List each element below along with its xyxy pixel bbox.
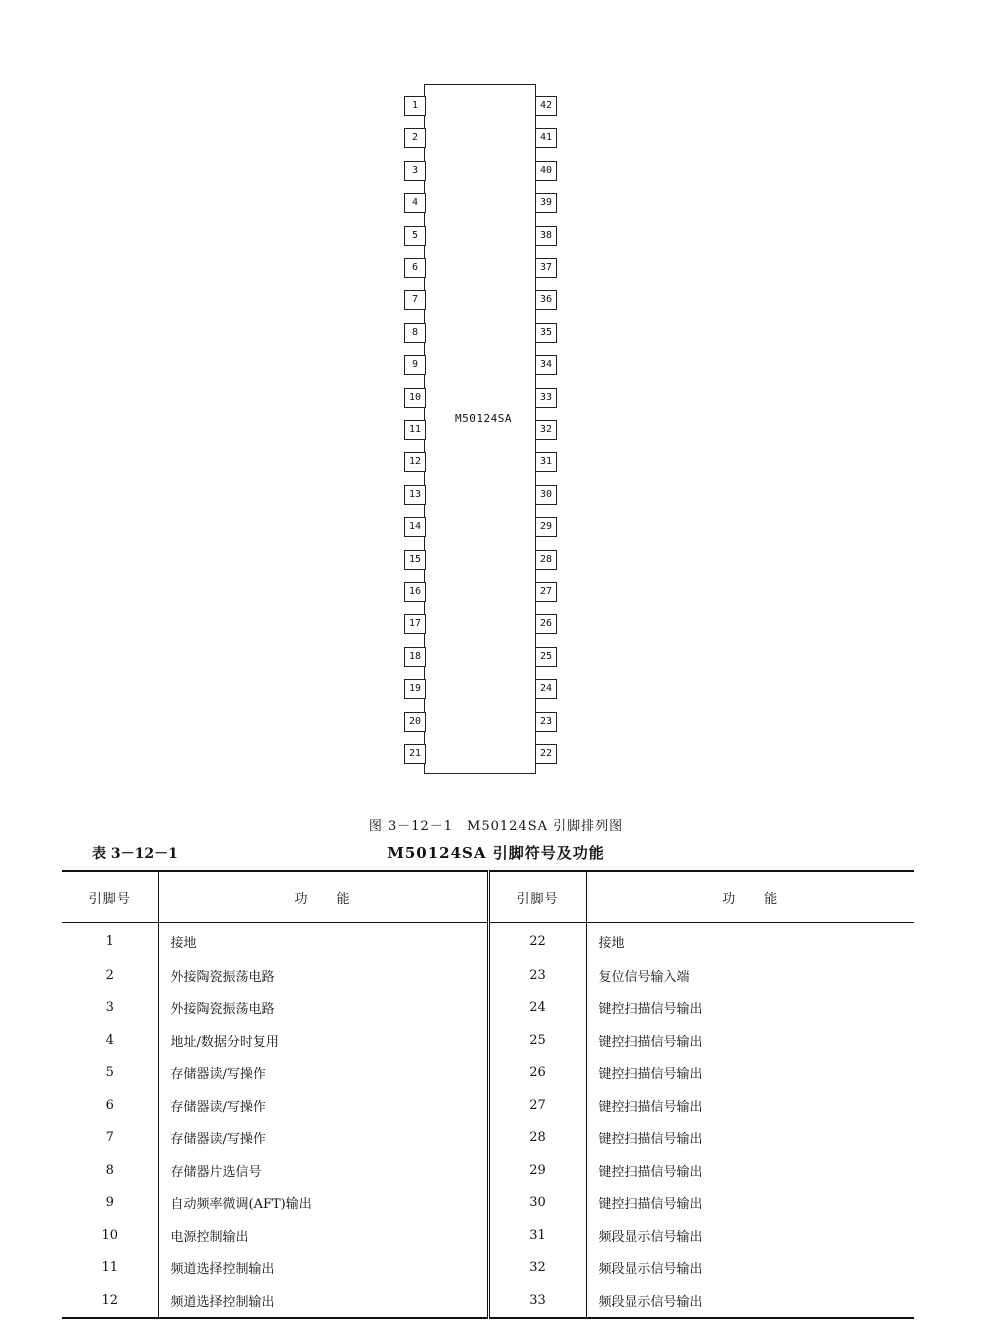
pin-1: 1	[404, 96, 426, 116]
pin-40: 40	[535, 161, 557, 181]
function-cell: 地址/数据分时复用	[158, 1024, 488, 1057]
table-number: 表 3－12－1	[92, 846, 178, 862]
table-row	[62, 1219, 914, 1252]
pin-16: 16	[404, 582, 426, 602]
function-cell: 频道选择控制输出	[158, 1284, 488, 1318]
table-row	[62, 1024, 914, 1057]
pin-18: 18	[404, 647, 426, 667]
pin-11: 11	[404, 420, 426, 440]
pin-28: 28	[535, 550, 557, 570]
pin-5: 5	[404, 226, 426, 246]
table-row	[62, 923, 914, 960]
pin-24: 24	[535, 679, 557, 699]
function-cell: 频段显示信号输出	[586, 1252, 914, 1285]
pin-number-cell: 11	[101, 1260, 119, 1276]
pin-35: 35	[535, 323, 557, 343]
header-function-2: 功 能	[586, 871, 914, 923]
pin-19: 19	[404, 679, 426, 699]
pin-13: 13	[404, 485, 426, 505]
pin-function-table	[62, 870, 914, 1319]
function-cell: 键控扫描信号输出	[586, 1024, 914, 1057]
function-cell: 键控扫描信号输出	[586, 1057, 914, 1090]
function-cell: 接地	[586, 923, 914, 960]
function-cell: 自动频率微调(AFT)输出	[158, 1187, 488, 1220]
pin-number-cell: 27	[488, 1089, 586, 1122]
pin-33: 33	[535, 388, 557, 408]
figure-caption: 图 3－12－1 M50124SA 引脚排列图	[368, 819, 624, 834]
function-cell: 频段显示信号输出	[586, 1284, 914, 1318]
table-row	[62, 1187, 914, 1220]
table-row	[62, 992, 914, 1025]
function-cell: 键控扫描信号输出	[586, 1154, 914, 1187]
function-cell: 电源控制输出	[158, 1219, 488, 1252]
pin-8: 8	[404, 323, 426, 343]
pin-number-cell: 25	[488, 1024, 586, 1057]
function-cell: 存储器读/写操作	[158, 1057, 488, 1090]
table-row	[62, 1284, 914, 1318]
function-cell: 频道选择控制输出	[158, 1252, 488, 1285]
pin-6: 6	[404, 258, 426, 278]
pin-26: 26	[535, 614, 557, 634]
function-cell: 复位信号输入端	[586, 959, 914, 992]
pin-number-cell: 12	[101, 1292, 119, 1308]
pin-34: 34	[535, 355, 557, 375]
pin-30: 30	[535, 485, 557, 505]
pin-number-cell: 32	[488, 1252, 586, 1285]
pin-29: 29	[535, 517, 557, 537]
pin-number-cell: 3	[105, 1000, 114, 1016]
chip-body	[424, 84, 536, 774]
table-row	[62, 959, 914, 992]
table-row	[62, 1154, 914, 1187]
function-cell: 外接陶瓷振荡电路	[158, 992, 488, 1025]
pin-number-cell: 22	[488, 923, 586, 960]
pin-22: 22	[535, 744, 557, 764]
function-cell: 存储器读/写操作	[158, 1122, 488, 1155]
function-cell: 键控扫描信号输出	[586, 1089, 914, 1122]
pin-9: 9	[404, 355, 426, 375]
pin-20: 20	[404, 712, 426, 732]
chip-label: M50124SA	[455, 412, 512, 425]
pin-36: 36	[535, 290, 557, 310]
table-row	[62, 1122, 914, 1155]
pin-number-cell: 8	[105, 1162, 114, 1178]
pin-number-cell: 4	[105, 1032, 114, 1048]
pin-12: 12	[404, 452, 426, 472]
table-title: M50124SA 引脚符号及功能	[387, 844, 605, 862]
pin-23: 23	[535, 712, 557, 732]
table-header-row	[62, 871, 914, 923]
pin-number-cell: 2	[105, 967, 114, 983]
pin-32: 32	[535, 420, 557, 440]
pin-42: 42	[535, 96, 557, 116]
pin-27: 27	[535, 582, 557, 602]
pin-number-cell: 29	[488, 1154, 586, 1187]
pin-number-cell: 6	[105, 1097, 114, 1113]
pin-number-cell: 24	[488, 992, 586, 1025]
pin-25: 25	[535, 647, 557, 667]
pin-number-cell: 28	[488, 1122, 586, 1155]
pin-3: 3	[404, 161, 426, 181]
pin-31: 31	[535, 452, 557, 472]
pin-38: 38	[535, 226, 557, 246]
pin-number-cell: 1	[105, 933, 114, 949]
function-cell: 外接陶瓷振荡电路	[158, 959, 488, 992]
pin-37: 37	[535, 258, 557, 278]
function-cell: 接地	[158, 923, 488, 960]
header-pin-2: 引脚号	[488, 871, 586, 923]
function-cell: 键控扫描信号输出	[586, 992, 914, 1025]
pin-number-cell: 7	[105, 1130, 114, 1146]
pin-39: 39	[535, 193, 557, 213]
function-cell: 频段显示信号输出	[586, 1219, 914, 1252]
header-function: 功 能	[158, 871, 488, 923]
table-row	[62, 1057, 914, 1090]
pin-number-cell: 23	[488, 959, 586, 992]
pin-2: 2	[404, 128, 426, 148]
table-row	[62, 1089, 914, 1122]
pin-17: 17	[404, 614, 426, 634]
header-pin: 引脚号	[88, 891, 131, 907]
pin-number-cell: 30	[488, 1187, 586, 1220]
pin-number-cell: 5	[105, 1065, 114, 1081]
pin-number-cell: 26	[488, 1057, 586, 1090]
pin-10: 10	[404, 388, 426, 408]
pin-number-cell: 31	[488, 1219, 586, 1252]
pin-7: 7	[404, 290, 426, 310]
pin-15: 15	[404, 550, 426, 570]
pin-21: 21	[404, 744, 426, 764]
function-cell: 存储器读/写操作	[158, 1089, 488, 1122]
function-cell: 键控扫描信号输出	[586, 1187, 914, 1220]
function-cell: 存储器片选信号	[158, 1154, 488, 1187]
pin-number-cell: 10	[101, 1227, 119, 1243]
pin-41: 41	[535, 128, 557, 148]
pin-number-cell: 9	[105, 1195, 114, 1211]
table-row	[62, 1252, 914, 1285]
pin-14: 14	[404, 517, 426, 537]
pin-4: 4	[404, 193, 426, 213]
pin-number-cell: 33	[488, 1284, 586, 1318]
function-cell: 键控扫描信号输出	[586, 1122, 914, 1155]
